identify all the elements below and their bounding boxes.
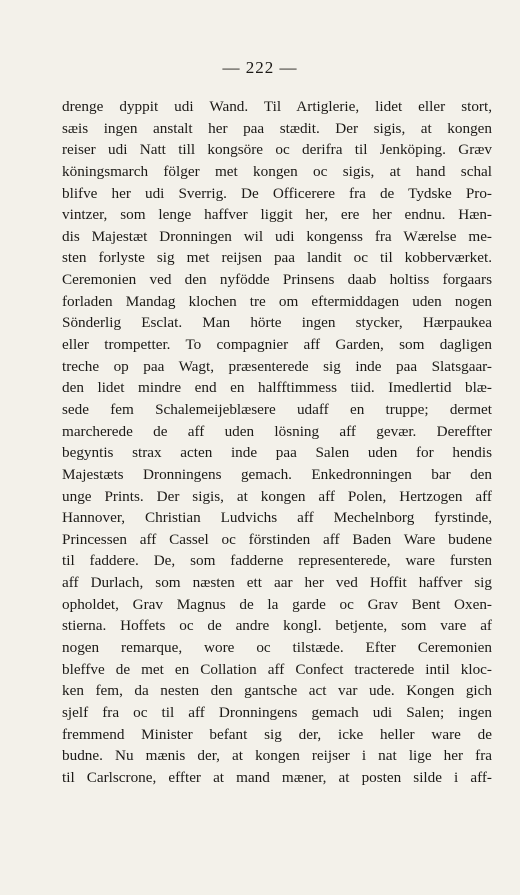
text-line-13: treche op paa Wagt, præsenterede sig inde paa Slatsgaar- (62, 357, 492, 375)
text-line-8: sten forlyste sig met reijsen paa landit oc til kobberværket. (62, 249, 492, 267)
text-line-31: budne. Nu mænis der, at kongen reijser i nat lige her fra (62, 747, 492, 765)
text-line-23: aff Durlach, som næsten ett aar her ved Hoffit haffver sig (62, 574, 492, 592)
text-line-11: Sönderlig Esclat. Man hörte ingen stycker, Hærpaukea (62, 314, 492, 332)
text-line-5: blifve her udi Sverrig. De Officerere fra de Tydske Pro- (62, 184, 492, 202)
text-line-26: nogen remarque, wore oc tilstæde. Efter Ceremonien (62, 639, 492, 657)
text-line-28: ken fem, da nesten den gantsche act var ude. Kongen gich (62, 682, 492, 700)
text-line-22: til faddere. De, som fadderne representerede, ware fursten (62, 552, 492, 570)
text-line-32: til Carlscrone, effter at mand mæner, at posten silde i aff- (62, 768, 492, 786)
text-line-4: köningsmarch fölger met kongen oc sigis, at hand schal (62, 162, 492, 180)
text-line-29: sjelf fra oc til aff Dronningens gemach udi Salen; ingen (62, 703, 492, 721)
text-line-15: sede fem Schalemeijeblæsere udaff en truppe; dermet (62, 400, 492, 418)
text-line-10: forladen Mandag klochen tre om eftermiddagen uden nogen (62, 292, 492, 310)
text-line-21: Princessen aff Cassel oc förstinden aff Baden Ware budene (62, 530, 492, 548)
text-line-19: unge Prints. Der sigis, at kongen aff Polen, Hertzogen aff (62, 487, 492, 505)
page-number: — 222 — (222, 58, 298, 77)
text-line-9: Ceremonien ved den nyfödde Prinsens daab holtiss forgaars (62, 271, 492, 289)
text-line-14: den lidet mindre end en halfftimmess tiid. Imedlertid blæ- (62, 379, 492, 397)
text-line-17: begyntis strax acten inde paa Salen uden for hendis (62, 444, 492, 462)
text-line-20: Hannover, Christian Ludvichs aff Mechelnborg fyrstinde, (62, 509, 492, 527)
text-line-27: bleffve de met en Collation aff Confect tracterede intil kloc- (62, 660, 492, 678)
body-text (62, 96, 492, 789)
text-line-12: eller trompetter. To compagnier aff Garden, som dagligen (62, 336, 492, 354)
text-line-18: Majestæts Dronningens gemach. Enkedronningen bar den (62, 465, 492, 483)
text-line-3: reiser udi Natt till kongsöre oc derifra til Jenköping. Græv (62, 141, 492, 159)
text-line-24: opholdet, Grav Magnus de la garde oc Grav Bent Oxen- (62, 595, 492, 613)
text-line-16: marcherede de aff uden lösning aff gevær. Dereffter (62, 422, 492, 440)
text-line-2: sæis ingen anstalt her paa stædit. Der sigis, at kongen (62, 119, 492, 137)
text-line-6: vintzer, som lenge haffver liggit her, ere her endnu. Hæn- (62, 206, 492, 224)
text-line-1: drenge dyppit udi Wand. Til Artiglerie, lidet eller stort, (62, 98, 492, 115)
text-line-7: dis Majestæt Dronningen wil udi kongenss fra Wærelse me- (62, 227, 492, 245)
text-line-30: fremmend Minister befant sig der, icke heller ware de (62, 725, 492, 743)
text-line-25: stierna. Hoffets oc de andre kongl. betjente, som vare af (62, 617, 492, 635)
